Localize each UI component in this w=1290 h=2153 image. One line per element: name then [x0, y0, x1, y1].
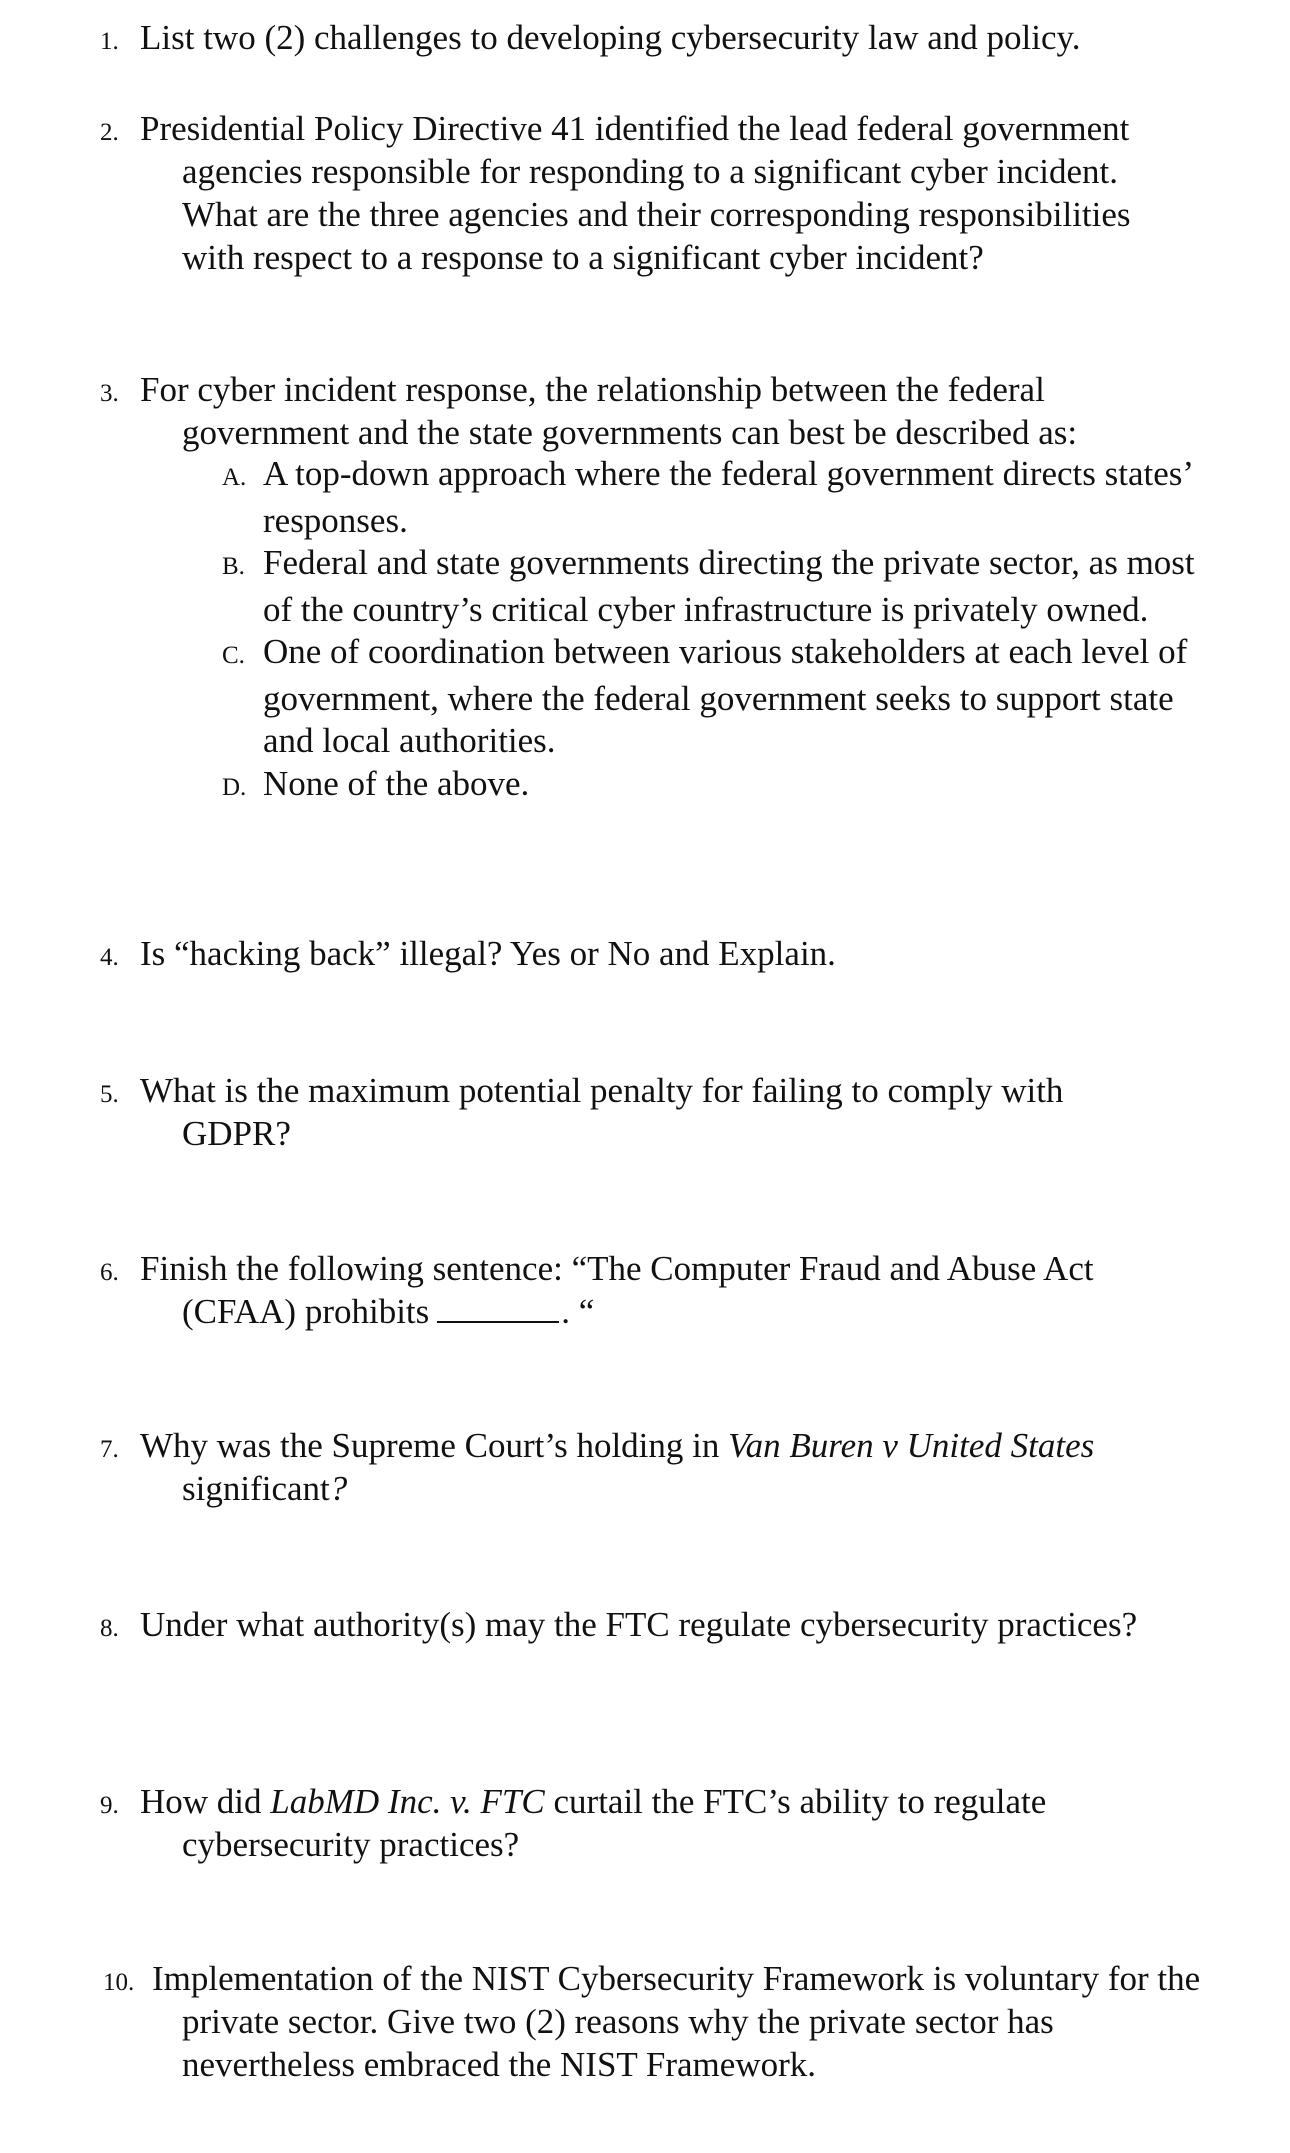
question-text: Finish the following sentence: “The Computer Fraud and Abuse Act (CFAA) prohibits . “ [140, 1249, 1094, 1331]
option-text: One of coordination between various stakeholders at each level of government, where the federal government seeks to support state and local authorities. [263, 632, 1188, 760]
question-text: Presidential Policy Directive 41 identified the lead federal government agencies responsible for responding to a significant cyber incident. What are the three agencies and their corresponding responsibilities with respect to a response to a significant cyber incident? [140, 109, 1131, 277]
question-text: Is “hacking back” illegal? Yes or No and Explain. [140, 934, 836, 973]
question-3 [100, 368, 1140, 454]
option-b: B. Federal and state governments directing the private sector, as most of the country’s critical cyber infrastructure is privately owned. [222, 543, 1195, 629]
question-9 [100, 1780, 1150, 1866]
question-1 [100, 16, 1190, 59]
answer-options [222, 453, 1202, 809]
option-c: C. One of coordination between various stakeholders at each level of government, where the federal government seeks to support state and local authorities. [222, 632, 1188, 760]
question-number: 5. [100, 1081, 119, 1108]
question-text: For cyber incident response, the relationship between the federal government and the state governments can best be described as: [140, 370, 1078, 452]
case-name: Van Buren v United States [728, 1426, 1095, 1465]
question-4 [100, 932, 1190, 975]
question-6 [100, 1247, 1200, 1333]
case-name: LabMD Inc. v. FTC [270, 1782, 545, 1821]
question-8 [100, 1603, 1140, 1646]
question-number: 4. [100, 944, 119, 971]
question-number: 10. [103, 1969, 135, 1996]
question-number: 3. [100, 380, 119, 407]
question-text: Under what authority(s) may the FTC regulate cybersecurity practices? [140, 1605, 1138, 1644]
question-5 [100, 1069, 1150, 1155]
question-10 [103, 1957, 1202, 2086]
question-number: 6. [100, 1259, 119, 1286]
question-number: 9. [100, 1792, 119, 1819]
question-7 [100, 1424, 1200, 1510]
question-2 [100, 107, 1200, 279]
question-number: 1. [100, 28, 119, 55]
option-text: Federal and state governments directing the private sector, as most of the country’s critical cyber infrastructure is privately owned. [263, 543, 1195, 629]
question-text: Implementation of the NIST Cybersecurity Framework is voluntary for the private sector. Give two (2) reasons why the private sector has nevertheless embraced the NIST Framework. [152, 1959, 1201, 2084]
option-d: D. None of the above. [222, 763, 530, 803]
question-text: How did LabMD Inc. v. FTC curtail the FTC’s ability to regulate cybersecurity practices? [140, 1782, 1047, 1864]
question-text: List two (2) challenges to developing cybersecurity law and policy. [140, 18, 1081, 57]
fill-in-blank [437, 1291, 559, 1323]
question-text: What is the maximum potential penalty for failing to comply with GDPR? [140, 1071, 1064, 1153]
question-number: 7. [100, 1436, 119, 1463]
option-text: None of the above. [263, 763, 530, 803]
question-number: 2. [100, 119, 119, 146]
question-number: 8. [100, 1615, 119, 1642]
option-text: A top-down approach where the federal government directs states’ responses. [263, 454, 1192, 540]
option-a: A. A top-down approach where the federal government directs states’ responses. [222, 454, 1192, 540]
question-text: Why was the Supreme Court’s holding in Van Buren v United States significant? [140, 1426, 1095, 1508]
